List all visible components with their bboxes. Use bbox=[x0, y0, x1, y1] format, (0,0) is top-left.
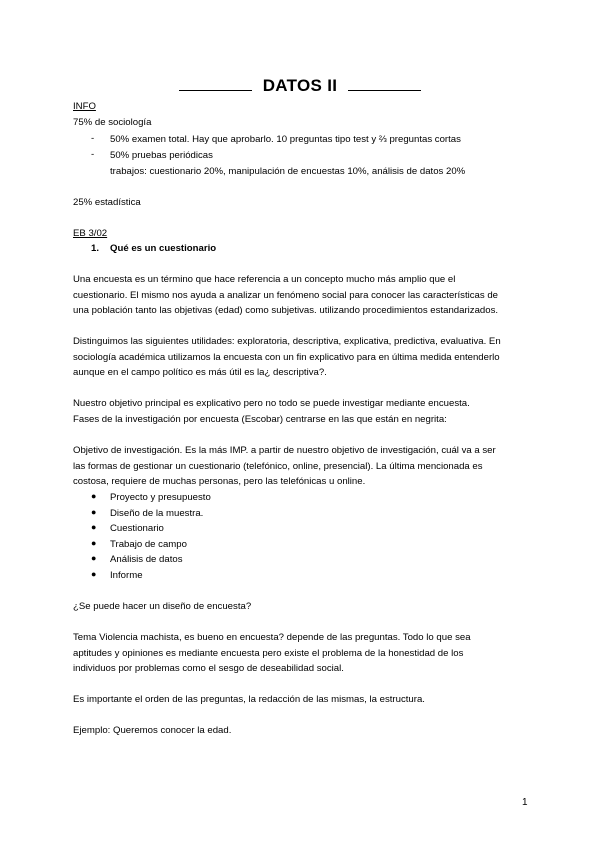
paragraph-line: aunque en el campo político es más útil es la¿ descriptiva?. bbox=[73, 367, 327, 378]
paragraph-line: Ejemplo: Queremos conocer la edad. bbox=[73, 725, 232, 736]
bullet-icon: ● bbox=[91, 538, 97, 548]
paragraph-line: aptitudes y opiniones es mediante encuesta pero existe el problema de la honestidad de los bbox=[73, 648, 464, 659]
bullet-icon: ● bbox=[91, 569, 97, 579]
paragraph-line: Objetivo de investigación. Es la más IMP. a partir de nuestro objetivo de investigación, cuál va a ser bbox=[73, 445, 496, 456]
paragraph-line: Distinguimos las siguientes utilidades: exploratoria, descriptiva, explicativa, predictiva, evaluativa. En bbox=[73, 336, 501, 347]
paragraph-line: las formas de gestionar un cuestionario (telefónico, online, presencial). La última mencionada es bbox=[73, 461, 483, 472]
bullet-icon: ● bbox=[91, 553, 97, 563]
page-title: DATOS II bbox=[262, 76, 338, 95]
paragraph-line: Tema Violencia machista, es bueno en encuesta? depende de las preguntas. Todo lo que sea bbox=[73, 632, 471, 643]
bullet-icon: ● bbox=[91, 507, 97, 517]
info-item: 50% examen total. Hay que aprobarlo. 10 preguntas tipo test y ⅔ preguntas cortas bbox=[110, 134, 461, 145]
list-item: Diseño de la muestra. bbox=[110, 508, 204, 519]
list-item: Cuestionario bbox=[110, 523, 164, 534]
paragraph-line: Una encuesta es un término que hace referencia a un concepto mucho más amplio que el bbox=[73, 274, 456, 285]
paragraph-line: individuos por problemas como el sesgo de deseabilidad social. bbox=[73, 663, 344, 674]
dash-marker: - bbox=[91, 133, 95, 144]
paragraph-line: Fases de la investigación por encuesta (Escobar) centrarse en las que están en negrita: bbox=[73, 414, 447, 425]
bullet-icon: ● bbox=[91, 491, 97, 501]
info-heading: INFO bbox=[73, 101, 96, 112]
paragraph-line: una población tanto las objetivas (edad) como subjetivas. utilizando procedimientos estandarizados. bbox=[73, 305, 499, 316]
question-line: ¿Se puede hacer un diseño de encuesta? bbox=[73, 601, 252, 612]
list-item: Trabajo de campo bbox=[110, 539, 187, 550]
section-number: 1. bbox=[91, 243, 100, 254]
title-rule-left bbox=[179, 78, 252, 91]
list-item: Análisis de datos bbox=[110, 554, 183, 565]
list-item: Proyecto y presupuesto bbox=[110, 492, 211, 503]
info-sociologia: 75% de sociología bbox=[73, 117, 152, 128]
bullet-icon: ● bbox=[91, 522, 97, 532]
info-estadistica: 25% estadística bbox=[73, 197, 141, 208]
eb-heading: EB 3/02 bbox=[73, 228, 108, 239]
paragraph-line: Nuestro objetivo principal es explicativo pero no todo se puede investigar mediante encuesta. bbox=[73, 398, 470, 409]
paragraph-line: sociología académica utilizamos la encuesta con un fin explicativo para en última medida entenderlo bbox=[73, 352, 500, 363]
dash-marker: - bbox=[91, 149, 95, 160]
list-item: Informe bbox=[110, 570, 143, 581]
info-trabajos: trabajos: cuestionario 20%, manipulación de encuestas 10%, análisis de datos 20% bbox=[110, 166, 466, 177]
paragraph-line: Es importante el orden de las preguntas, la redacción de las mismas, la estructura. bbox=[73, 694, 425, 705]
info-item: 50% pruebas periódicas bbox=[110, 150, 213, 161]
section-title: Qué es un cuestionario bbox=[110, 243, 217, 254]
page-title-block bbox=[0, 76, 600, 96]
title-rule-right bbox=[348, 78, 421, 91]
paragraph-line: costosa, requiere de muchas personas, pero las telefónicas u online. bbox=[73, 476, 366, 487]
paragraph-line: cuestionario. El mismo nos ayuda a analizar un fenómeno social para conocer las características de bbox=[73, 290, 499, 301]
page-number: 1 bbox=[522, 797, 528, 808]
